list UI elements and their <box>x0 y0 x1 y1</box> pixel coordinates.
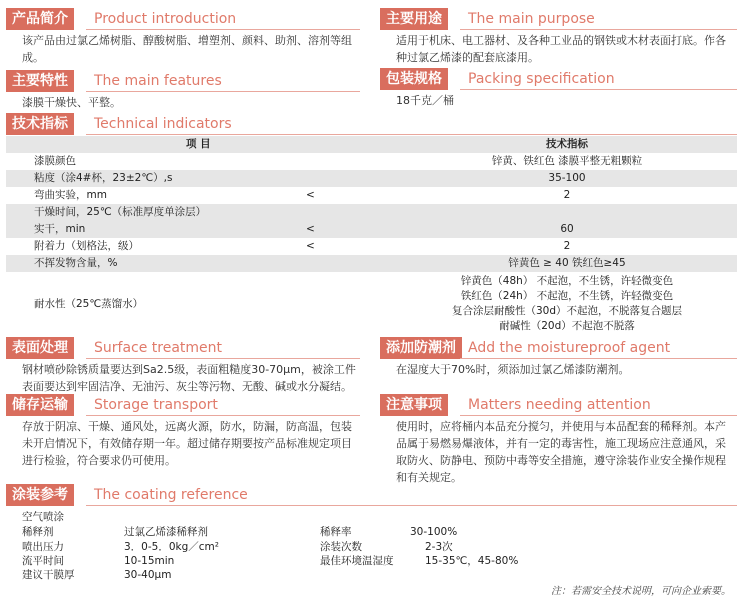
divider <box>86 29 360 30</box>
section-title-en: Surface treatment <box>94 340 223 356</box>
packing-text: 18千克／桶 <box>396 94 454 107</box>
value-line: 锌黄色（48h） 不起泡，不生锈，许轻微变色 <box>460 275 674 287</box>
divider <box>460 415 737 416</box>
section-title-cn: 添加防潮剂 <box>380 337 462 359</box>
row-comparator: < <box>306 240 315 252</box>
thinner-value: 过氯乙烯漆稀释剂 <box>124 526 208 538</box>
section-title-en: Add the moistureproof agent <box>468 340 671 356</box>
section-title-cn: 表面处理 <box>6 337 74 359</box>
row-value: 35-100 <box>548 172 586 184</box>
section-title-en: Product introduction <box>94 11 237 27</box>
section-title-cn: 主要用途 <box>380 8 448 30</box>
surface-text: 钢材喷砂除锈质量要达到Sa2.5级，表面粗糙度30-70μm，被涂工件表面要达到牢固洁净、无油污、灰尘等污物、无酸、碱或水分凝结。 <box>22 363 356 393</box>
table-row <box>6 255 737 272</box>
section-coating <box>6 484 737 506</box>
main-features-text: 漆膜干燥快、平整。 <box>22 96 121 109</box>
row-value: 2 <box>563 240 571 252</box>
row-value: 锌黄色 ≥ 40 铁红色≥45 <box>508 257 626 269</box>
section-title-cn: 包装规格 <box>380 68 448 90</box>
storage-text: 存放于阴凉、干燥、通风处，远离火源，防水，防漏，防高温，包装未开启情况下，有效储存期一年。超过储存期要按产品标准规定项目进行检验，符合要求仍可使用。 <box>22 420 352 467</box>
column-header-item: 项 目 <box>186 138 211 150</box>
table-row <box>6 221 737 238</box>
table-header <box>6 136 737 153</box>
main-purpose-text: 适用于机床、电工器材、及各种工业品的钢铁或木材表面打底。作各种过氯乙烯漆的配套底漆用。 <box>396 34 726 64</box>
film-label: 建议干膜厚 <box>22 569 75 581</box>
row-value: 锌黄、铁红色 漆膜平整无粗颗粒 <box>491 155 643 167</box>
section-moisture <box>380 337 737 359</box>
flow-value: 10-15min <box>124 555 175 567</box>
section-title-en: Storage transport <box>94 397 218 413</box>
row-item: 附着力（划格法，级） <box>34 240 139 252</box>
section-title-en: Packing specification <box>468 71 615 87</box>
moisture-text: 在湿度大于70%时，须添加过氯乙烯漆防潮剂。 <box>396 363 630 376</box>
table-row <box>6 238 737 255</box>
section-title-cn: 技术指标 <box>6 113 74 135</box>
divider <box>86 134 737 135</box>
coating-method: 空气喷涂 <box>22 511 64 523</box>
row-item: 弯曲实验，mm <box>34 189 107 201</box>
row-item: 不挥发物含量，% <box>34 257 118 269</box>
column-header-value: 技术指标 <box>546 138 588 150</box>
section-surface <box>6 337 360 359</box>
table-row <box>6 153 737 170</box>
section-title-cn: 注意事项 <box>380 394 448 416</box>
table-row <box>6 170 737 187</box>
env-label: 最佳环境温湿度 <box>320 555 394 567</box>
row-value: 2 <box>563 189 571 201</box>
section-matters <box>380 394 737 416</box>
row-item: 粘度（涂4#杯，23±2℃）,s <box>34 172 173 184</box>
ratio-label: 稀释率 <box>320 526 352 538</box>
product-intro-text: 该产品由过氯乙烯树脂、醇酸树脂、增塑剂、颜料、助剂、溶剂等组成。 <box>22 34 352 64</box>
section-title-cn: 储存运输 <box>6 394 74 416</box>
pressure-label: 喷出压力 <box>22 541 64 553</box>
section-main-features <box>6 70 360 92</box>
row-item: 干燥时间，25℃（标准厚度单涂层） <box>34 206 207 218</box>
section-title-cn: 产品简介 <box>6 8 74 30</box>
section-title-en: Matters needing attention <box>468 397 651 413</box>
value-line: 耐碱性（20d）不起泡不脱落 <box>499 320 635 332</box>
row-value <box>371 274 737 334</box>
divider <box>460 89 737 90</box>
env-value: 15-35℃，45-80% <box>425 555 519 567</box>
row-item: 实干，min <box>34 223 86 235</box>
table-row <box>6 187 737 204</box>
table-row <box>6 204 737 221</box>
table-row-water-resistance <box>6 272 737 338</box>
divider <box>86 415 360 416</box>
matters-text: 使用时，应将桶内本品充分搅匀，并使用与本品配套的稀释剂。本产品属于易燃易爆液体，并有一定的毒害性，施工现场应注意通风，采取防火、防静电、预防中毒等安全措施，遵守涂装作业安全操作规程和有关规定。 <box>396 420 726 484</box>
section-title-en: The main purpose <box>468 11 595 27</box>
section-main-purpose <box>380 8 737 30</box>
row-value: 60 <box>560 223 574 235</box>
coats-value: 2-3次 <box>425 541 453 553</box>
row-item: 漆膜颜色 <box>34 155 76 167</box>
value-line: 复合涂层耐酸性（30d）不起泡，不脱落复合题层 <box>451 305 683 317</box>
divider <box>86 358 360 359</box>
section-title-cn: 主要特性 <box>6 70 74 92</box>
divider <box>460 29 737 30</box>
section-storage <box>6 394 360 416</box>
row-comparator: < <box>306 189 315 201</box>
section-title-en: The coating reference <box>94 487 248 503</box>
film-value: 30-40μm <box>124 569 172 581</box>
row-comparator: < <box>306 223 315 235</box>
divider <box>86 91 360 92</box>
coats-label: 涂装次数 <box>320 541 362 553</box>
row-item: 耐水性（25℃蒸馏水） <box>34 298 144 310</box>
section-product-intro <box>6 8 360 30</box>
section-packing <box>380 68 737 90</box>
ratio-value: 30-100% <box>410 526 458 538</box>
divider <box>86 505 737 506</box>
thinner-label: 稀释剂 <box>22 526 54 538</box>
flow-label: 流平时间 <box>22 555 64 567</box>
pressure-value: 3．0-5．0kg／cm² <box>124 541 219 553</box>
value-line: 铁红色（24h） 不起泡，不生锈，许轻微变色 <box>460 290 674 302</box>
section-title-en: The main features <box>94 73 222 89</box>
section-technical <box>6 113 737 135</box>
footnote: 注：若需安全技术说明，可向企业索要。 <box>551 586 731 597</box>
divider <box>460 358 737 359</box>
section-title-cn: 涂装参考 <box>6 484 74 506</box>
section-title-en: Technical indicators <box>94 116 232 132</box>
